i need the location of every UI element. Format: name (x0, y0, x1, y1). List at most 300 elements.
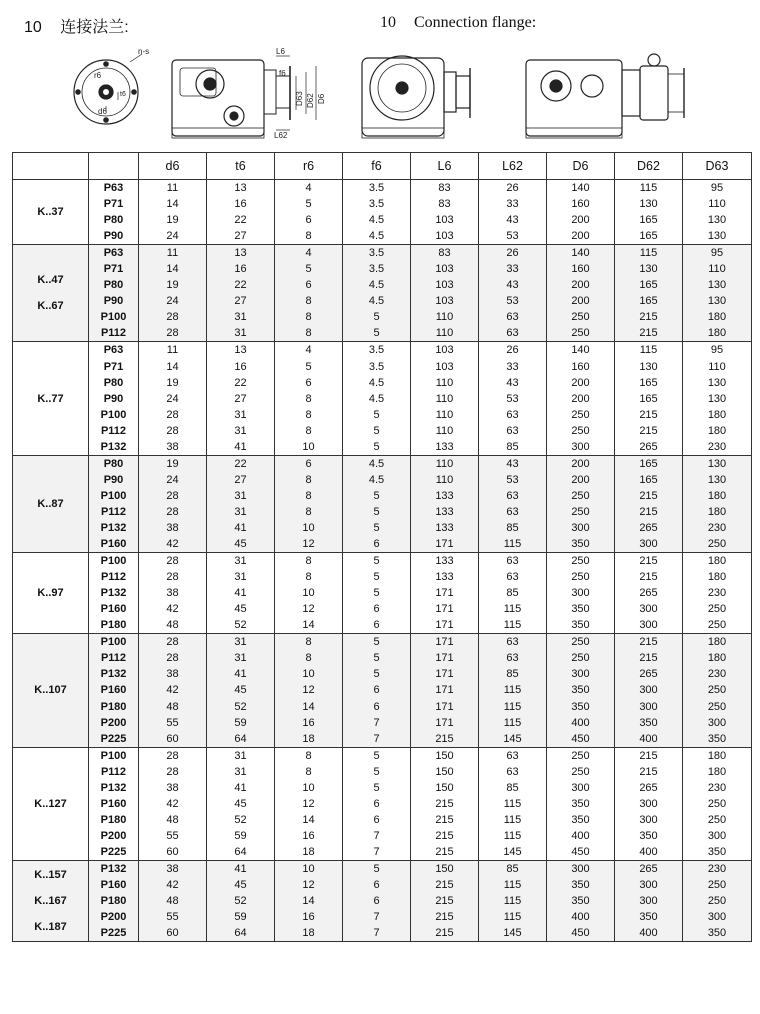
value-cell-l62: 145 (479, 925, 547, 942)
value-cell-l6: 215 (411, 909, 479, 925)
flange-face-drawing (74, 54, 142, 124)
value-cell-d63: 130 (683, 455, 752, 472)
table-row (13, 455, 752, 472)
value-cell-d63: 95 (683, 180, 752, 197)
value-cell-t6: 59 (207, 715, 275, 731)
value-cell-d6: 24 (139, 293, 207, 309)
value-cell-t6: 52 (207, 893, 275, 909)
value-cell-d63: 130 (683, 391, 752, 407)
flange-size-cell: P100 (89, 488, 139, 504)
label-L6: L6 (276, 47, 285, 56)
value-cell-f6: 3.5 (343, 342, 411, 359)
value-cell-d6: 28 (139, 488, 207, 504)
value-cell-d6: 28 (139, 325, 207, 342)
value-cell-d62: 215 (615, 504, 683, 520)
value-cell-l62: 85 (479, 780, 547, 796)
value-cell-l6: 150 (411, 860, 479, 877)
value-cell-d6: 11 (139, 245, 207, 262)
flange-size-cell: P180 (89, 812, 139, 828)
value-cell-t6: 31 (207, 650, 275, 666)
value-cell-d6: 200 (547, 293, 615, 309)
value-cell-l62: 26 (479, 342, 547, 359)
model-name: K..47 (37, 274, 64, 287)
value-cell-d63: 180 (683, 747, 752, 764)
value-cell-d63: 230 (683, 860, 752, 877)
value-cell-f6: 7 (343, 925, 411, 942)
value-cell-r6: 18 (275, 731, 343, 748)
value-cell-d6: 60 (139, 731, 207, 748)
value-cell-d6: 250 (547, 309, 615, 325)
value-cell-f6: 6 (343, 617, 411, 634)
table-row (13, 245, 752, 262)
value-cell-l62: 33 (479, 196, 547, 212)
value-cell-l6: 133 (411, 439, 479, 456)
value-cell-t6: 64 (207, 731, 275, 748)
value-cell-d62: 165 (615, 391, 683, 407)
table-row (13, 212, 752, 228)
value-cell-t6: 16 (207, 196, 275, 212)
value-cell-r6: 8 (275, 423, 343, 439)
value-cell-r6: 8 (275, 504, 343, 520)
value-cell-l62: 85 (479, 439, 547, 456)
value-cell-l6: 133 (411, 520, 479, 536)
value-cell-l6: 133 (411, 504, 479, 520)
value-cell-l6: 215 (411, 893, 479, 909)
value-cell-f6: 5 (343, 634, 411, 651)
value-cell-d6: 28 (139, 634, 207, 651)
table-row (13, 860, 752, 877)
value-cell-r6: 10 (275, 666, 343, 682)
value-cell-d62: 165 (615, 228, 683, 245)
table-row (13, 342, 752, 359)
table-row (13, 909, 752, 925)
value-cell-d63: 250 (683, 796, 752, 812)
value-cell-d62: 165 (615, 455, 683, 472)
value-cell-f6: 6 (343, 812, 411, 828)
value-cell-t6: 41 (207, 860, 275, 877)
value-cell-r6: 4 (275, 245, 343, 262)
value-cell-l62: 115 (479, 812, 547, 828)
value-cell-f6: 5 (343, 780, 411, 796)
flange-size-cell: P180 (89, 699, 139, 715)
value-cell-d63: 180 (683, 634, 752, 651)
value-cell-l62: 53 (479, 228, 547, 245)
flange-size-cell: P112 (89, 569, 139, 585)
flange-size-cell: P71 (89, 261, 139, 277)
table-row (13, 893, 752, 909)
value-cell-l62: 43 (479, 212, 547, 228)
value-cell-d6: 28 (139, 569, 207, 585)
label-D6: D6 (317, 93, 326, 104)
value-cell-r6: 12 (275, 877, 343, 893)
value-cell-t6: 41 (207, 666, 275, 682)
value-cell-l6: 171 (411, 650, 479, 666)
value-cell-t6: 41 (207, 780, 275, 796)
value-cell-r6: 6 (275, 455, 343, 472)
value-cell-d63: 250 (683, 601, 752, 617)
value-cell-d6: 200 (547, 455, 615, 472)
value-cell-f6: 5 (343, 860, 411, 877)
value-cell-d62: 300 (615, 893, 683, 909)
value-cell-d6: 42 (139, 877, 207, 893)
label-ns: n-s (138, 47, 150, 56)
value-cell-r6: 8 (275, 747, 343, 764)
column-header: D62 (615, 153, 683, 180)
table-row (13, 796, 752, 812)
value-cell-d62: 300 (615, 601, 683, 617)
value-cell-d6: 42 (139, 536, 207, 553)
value-cell-d6: 250 (547, 488, 615, 504)
flange-size-cell: P63 (89, 180, 139, 197)
value-cell-l62: 63 (479, 747, 547, 764)
value-cell-r6: 12 (275, 536, 343, 553)
value-cell-t6: 45 (207, 877, 275, 893)
label-t6: t6 (120, 91, 126, 98)
value-cell-d62: 215 (615, 423, 683, 439)
value-cell-l62: 115 (479, 682, 547, 698)
page-heading-english (380, 14, 536, 32)
value-cell-l62: 115 (479, 601, 547, 617)
value-cell-l6: 103 (411, 261, 479, 277)
table-row (13, 439, 752, 456)
value-cell-t6: 59 (207, 828, 275, 844)
value-cell-d6: 28 (139, 747, 207, 764)
value-cell-d6: 55 (139, 909, 207, 925)
value-cell-f6: 7 (343, 828, 411, 844)
model-cell (13, 180, 89, 245)
value-cell-l62: 53 (479, 391, 547, 407)
value-cell-d6: 19 (139, 277, 207, 293)
value-cell-f6: 5 (343, 747, 411, 764)
value-cell-d6: 300 (547, 439, 615, 456)
value-cell-l62: 63 (479, 488, 547, 504)
value-cell-l62: 63 (479, 634, 547, 651)
value-cell-d6: 250 (547, 407, 615, 423)
value-cell-d63: 130 (683, 228, 752, 245)
value-cell-l62: 85 (479, 860, 547, 877)
value-cell-r6: 14 (275, 617, 343, 634)
value-cell-l62: 115 (479, 877, 547, 893)
value-cell-d63: 95 (683, 342, 752, 359)
value-cell-d62: 215 (615, 764, 683, 780)
value-cell-d62: 165 (615, 472, 683, 488)
value-cell-d62: 300 (615, 877, 683, 893)
value-cell-l62: 115 (479, 715, 547, 731)
value-cell-d63: 110 (683, 261, 752, 277)
value-cell-f6: 6 (343, 877, 411, 893)
model-cell (13, 455, 89, 552)
value-cell-l62: 53 (479, 293, 547, 309)
table-row (13, 407, 752, 423)
value-cell-l62: 26 (479, 180, 547, 197)
value-cell-t6: 52 (207, 699, 275, 715)
value-cell-l6: 110 (411, 325, 479, 342)
table-row (13, 472, 752, 488)
model-cell (13, 747, 89, 860)
table-row (13, 747, 752, 764)
value-cell-l62: 63 (479, 504, 547, 520)
value-cell-r6: 8 (275, 553, 343, 570)
flange-size-cell: P112 (89, 650, 139, 666)
column-header: L6 (411, 153, 479, 180)
table-row (13, 731, 752, 748)
value-cell-d63: 130 (683, 375, 752, 391)
value-cell-d63: 130 (683, 277, 752, 293)
model-name: K..127 (34, 797, 67, 810)
value-cell-d6: 42 (139, 601, 207, 617)
value-cell-l62: 115 (479, 909, 547, 925)
value-cell-d6: 250 (547, 747, 615, 764)
value-cell-d6: 350 (547, 796, 615, 812)
value-cell-d6: 48 (139, 617, 207, 634)
value-cell-f6: 3.5 (343, 261, 411, 277)
value-cell-l62: 145 (479, 844, 547, 861)
flange-size-cell: P132 (89, 439, 139, 456)
value-cell-l62: 63 (479, 423, 547, 439)
value-cell-t6: 27 (207, 391, 275, 407)
value-cell-d6: 450 (547, 925, 615, 942)
value-cell-d6: 14 (139, 196, 207, 212)
value-cell-d6: 450 (547, 844, 615, 861)
model-cell (13, 553, 89, 634)
value-cell-d63: 180 (683, 569, 752, 585)
value-cell-d6: 28 (139, 423, 207, 439)
flange-size-cell: P100 (89, 309, 139, 325)
value-cell-d62: 300 (615, 617, 683, 634)
table-row (13, 488, 752, 504)
value-cell-t6: 45 (207, 601, 275, 617)
gearbox-motor-view-drawing (526, 54, 684, 138)
value-cell-l6: 171 (411, 601, 479, 617)
value-cell-l6: 150 (411, 764, 479, 780)
value-cell-l62: 33 (479, 359, 547, 375)
value-cell-l6: 110 (411, 375, 479, 391)
value-cell-t6: 41 (207, 585, 275, 601)
model-cell (13, 634, 89, 747)
value-cell-t6: 45 (207, 796, 275, 812)
flange-size-cell: P100 (89, 747, 139, 764)
value-cell-l6: 171 (411, 536, 479, 553)
value-cell-f6: 5 (343, 325, 411, 342)
value-cell-d6: 400 (547, 909, 615, 925)
value-cell-d62: 300 (615, 796, 683, 812)
value-cell-d6: 60 (139, 844, 207, 861)
value-cell-r6: 5 (275, 261, 343, 277)
value-cell-d62: 215 (615, 309, 683, 325)
value-cell-d6: 300 (547, 520, 615, 536)
flange-size-cell: P200 (89, 828, 139, 844)
value-cell-r6: 14 (275, 812, 343, 828)
value-cell-t6: 16 (207, 261, 275, 277)
model-cell (13, 342, 89, 455)
value-cell-f6: 6 (343, 536, 411, 553)
value-cell-l6: 133 (411, 488, 479, 504)
page-heading-chinese (24, 14, 129, 37)
value-cell-l6: 171 (411, 585, 479, 601)
flange-size-cell: P132 (89, 780, 139, 796)
value-cell-d63: 110 (683, 359, 752, 375)
value-cell-t6: 31 (207, 569, 275, 585)
value-cell-l6: 103 (411, 228, 479, 245)
value-cell-l6: 110 (411, 455, 479, 472)
value-cell-d62: 265 (615, 520, 683, 536)
value-cell-r6: 8 (275, 309, 343, 325)
value-cell-d62: 265 (615, 439, 683, 456)
value-cell-d62: 215 (615, 553, 683, 570)
value-cell-d6: 28 (139, 650, 207, 666)
flange-size-cell: P90 (89, 293, 139, 309)
table-row (13, 682, 752, 698)
value-cell-l6: 110 (411, 423, 479, 439)
table-row (13, 391, 752, 407)
value-cell-d6: 250 (547, 650, 615, 666)
header-flange-cell (89, 153, 139, 180)
value-cell-d6: 28 (139, 407, 207, 423)
value-cell-r6: 14 (275, 699, 343, 715)
value-cell-d6: 48 (139, 893, 207, 909)
value-cell-l6: 110 (411, 309, 479, 325)
table-row (13, 650, 752, 666)
table-row (13, 617, 752, 634)
value-cell-d63: 180 (683, 325, 752, 342)
value-cell-l62: 53 (479, 472, 547, 488)
flange-size-cell: P132 (89, 520, 139, 536)
value-cell-d63: 110 (683, 196, 752, 212)
flange-size-cell: P225 (89, 844, 139, 861)
value-cell-l6: 103 (411, 293, 479, 309)
flange-size-cell: P80 (89, 212, 139, 228)
value-cell-l62: 63 (479, 325, 547, 342)
table-row (13, 293, 752, 309)
value-cell-t6: 31 (207, 325, 275, 342)
value-cell-d62: 130 (615, 261, 683, 277)
table-row (13, 423, 752, 439)
value-cell-f6: 7 (343, 844, 411, 861)
value-cell-d62: 300 (615, 699, 683, 715)
value-cell-d62: 215 (615, 488, 683, 504)
value-cell-t6: 31 (207, 309, 275, 325)
value-cell-d6: 38 (139, 520, 207, 536)
value-cell-f6: 6 (343, 796, 411, 812)
value-cell-l62: 63 (479, 764, 547, 780)
table-row (13, 699, 752, 715)
column-header: D63 (683, 153, 752, 180)
value-cell-f6: 5 (343, 309, 411, 325)
value-cell-d6: 350 (547, 812, 615, 828)
table-row (13, 504, 752, 520)
value-cell-l62: 85 (479, 666, 547, 682)
value-cell-f6: 7 (343, 715, 411, 731)
value-cell-d62: 130 (615, 196, 683, 212)
column-header: t6 (207, 153, 275, 180)
value-cell-d6: 300 (547, 780, 615, 796)
value-cell-t6: 31 (207, 747, 275, 764)
value-cell-d63: 180 (683, 407, 752, 423)
value-cell-f6: 5 (343, 666, 411, 682)
value-cell-d63: 230 (683, 666, 752, 682)
value-cell-d6: 38 (139, 666, 207, 682)
value-cell-d62: 215 (615, 569, 683, 585)
value-cell-d62: 300 (615, 812, 683, 828)
flange-size-cell: P200 (89, 909, 139, 925)
value-cell-d63: 250 (683, 877, 752, 893)
flange-size-cell: P80 (89, 455, 139, 472)
value-cell-l6: 103 (411, 359, 479, 375)
value-cell-t6: 31 (207, 764, 275, 780)
value-cell-r6: 18 (275, 844, 343, 861)
value-cell-t6: 13 (207, 245, 275, 262)
value-cell-r6: 4 (275, 180, 343, 197)
value-cell-f6: 5 (343, 520, 411, 536)
value-cell-d6: 250 (547, 423, 615, 439)
value-cell-d63: 300 (683, 715, 752, 731)
table-body (13, 180, 752, 942)
value-cell-d6: 28 (139, 764, 207, 780)
value-cell-t6: 45 (207, 536, 275, 553)
value-cell-l6: 215 (411, 828, 479, 844)
value-cell-f6: 4.5 (343, 293, 411, 309)
value-cell-d6: 300 (547, 860, 615, 877)
value-cell-d63: 230 (683, 780, 752, 796)
flange-size-cell: P160 (89, 536, 139, 553)
table-row (13, 715, 752, 731)
value-cell-f6: 3.5 (343, 196, 411, 212)
value-cell-l62: 63 (479, 569, 547, 585)
value-cell-l6: 103 (411, 212, 479, 228)
value-cell-f6: 3.5 (343, 245, 411, 262)
value-cell-f6: 4.5 (343, 212, 411, 228)
value-cell-d63: 350 (683, 925, 752, 942)
value-cell-d63: 250 (683, 617, 752, 634)
value-cell-d6: 19 (139, 455, 207, 472)
value-cell-f6: 4.5 (343, 228, 411, 245)
header-model-cell (13, 153, 89, 180)
flange-size-cell: P80 (89, 277, 139, 293)
value-cell-l62: 26 (479, 245, 547, 262)
value-cell-d6: 140 (547, 245, 615, 262)
value-cell-l6: 215 (411, 731, 479, 748)
value-cell-f6: 4.5 (343, 277, 411, 293)
label-d6: d6 (98, 107, 107, 116)
value-cell-r6: 8 (275, 650, 343, 666)
value-cell-d62: 265 (615, 666, 683, 682)
value-cell-d6: 48 (139, 812, 207, 828)
value-cell-l62: 145 (479, 731, 547, 748)
value-cell-l62: 43 (479, 455, 547, 472)
model-name: K..107 (34, 684, 67, 697)
value-cell-d62: 400 (615, 844, 683, 861)
value-cell-d63: 130 (683, 212, 752, 228)
value-cell-l6: 83 (411, 245, 479, 262)
value-cell-l62: 85 (479, 585, 547, 601)
value-cell-d6: 38 (139, 585, 207, 601)
value-cell-d6: 28 (139, 553, 207, 570)
value-cell-f6: 4.5 (343, 375, 411, 391)
value-cell-l6: 215 (411, 812, 479, 828)
value-cell-l6: 133 (411, 569, 479, 585)
value-cell-f6: 4.5 (343, 391, 411, 407)
value-cell-t6: 64 (207, 844, 275, 861)
value-cell-f6: 7 (343, 731, 411, 748)
value-cell-d62: 165 (615, 375, 683, 391)
value-cell-d6: 200 (547, 277, 615, 293)
value-cell-d62: 165 (615, 212, 683, 228)
value-cell-d63: 180 (683, 764, 752, 780)
flange-size-cell: P100 (89, 634, 139, 651)
value-cell-r6: 8 (275, 569, 343, 585)
table-row (13, 228, 752, 245)
value-cell-d6: 140 (547, 180, 615, 197)
